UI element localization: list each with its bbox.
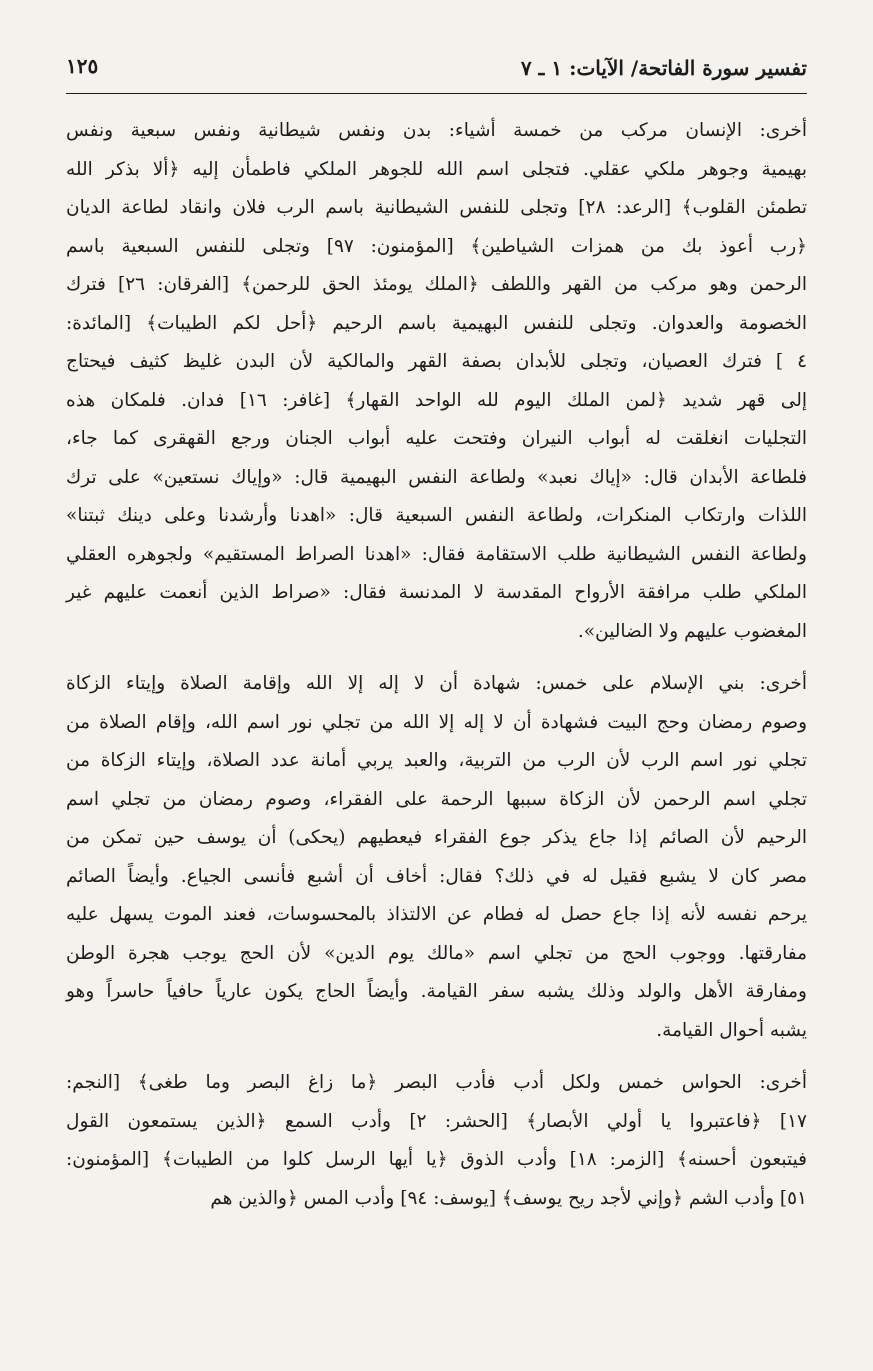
paragraph bbox=[66, 1064, 807, 1218]
text-line: أخرى: بني الإسلام على خمس: شهادة أن لا إله إلا الله وإقامة الصلاة وإيتاء الزكاة bbox=[66, 673, 807, 694]
text-line: الملكي طلب مرافقة الأرواح المقدسة لا المدنسة فقال: «صراط الذين أنعمت عليهم غير bbox=[66, 582, 807, 603]
text-line: إلى قهر شديد ﴿لمن الملك اليوم لله الواحد القهار﴾ [غافر: ١٦] فدان. فلمكان هذه bbox=[66, 389, 807, 411]
text-line: يرحم نفسه لأنه إذا جاع حصل له فطام عن الالتذاذ بالمحسوسات، فعند الموت يسهل عليه bbox=[66, 904, 807, 925]
text-line: الرحمن وهو مركب من القهر واللطف ﴿الملك يومئذ الحق للرحمن﴾ [الفرقان: ٢٦] فترك bbox=[66, 274, 807, 295]
text-line: يشبه أحوال القيامة. bbox=[656, 1019, 807, 1041]
text-line: ٥١] وأدب الشم ﴿وإني لأجد ريح يوسف﴾ [يوسف: ٩٤] وأدب المس ﴿والذين هم bbox=[210, 1187, 807, 1209]
text-line: مصر كان لا يشبع فقيل له في ذلك؟ فقال: أخاف أن أشبع فأنسى الجياع. وأيضاً الصائم bbox=[66, 865, 807, 887]
text-line: المغضوب عليهم ولا الضالين». bbox=[577, 620, 807, 642]
paragraph bbox=[66, 665, 807, 1050]
header-rule bbox=[66, 93, 807, 94]
paragraph bbox=[66, 112, 807, 651]
text-line: التجليات انغلقت له أبواب النيران وفتحت عليه أبواب الجنان ورجع القهقرى كما جاء، bbox=[66, 428, 807, 449]
text-line: أخرى: الإنسان مركب من خمسة أشياء: بدن ونفس شيطانية ونفس سبعية ونفس bbox=[66, 120, 807, 141]
text-line: الخصومة والعدوان. وتجلى للنفس البهيمية باسم الرحيم ﴿أحل لكم الطيبات﴾ [المائدة: bbox=[66, 312, 807, 334]
text-line: وصوم رمضان وحج البيت فشهادة أن لا إله إلا الله من تجلي نور اسم الله، وإقام الصلاة من bbox=[66, 711, 807, 733]
text-line: ٤ ] فترك العصيان، وتجلى للأبدان بصفة القهر والمالكية لأن البدن غليظ كثيف فيحتاج bbox=[66, 351, 807, 372]
running-header bbox=[66, 50, 807, 90]
text-line: الرحيم لأن الصائم إذا جاع يذكر جوع الفقراء فيعطيهم (يحكى) أن يوسف حين تمكن من bbox=[66, 827, 807, 848]
text-line: فلطاعة الأبدان قال: «إياك نعبد» ولطاعة النفس البهيمية قال: «وإياك نستعين» على ترك bbox=[66, 466, 807, 488]
text-line: ومفارقة الأهل والولد وذلك يشبه سفر القيامة. وأيضاً الحاج يكون عارياً حافياً حاسراً وهو bbox=[66, 981, 807, 1002]
page-body bbox=[66, 112, 807, 1218]
text-line: ولطاعة النفس الشيطانية طلب الاستقامة فقال: «اهدنا الصراط المستقيم» ولجوهره العقلي bbox=[66, 543, 807, 565]
text-line: ﴿رب أعوذ بك من همزات الشياطين﴾ [المؤمنون: ٩٧] وتجلى للنفس السبعية باسم bbox=[66, 235, 808, 257]
running-title: تفسير سورة الفاتحة/ الآيات: ١ ـ ٧ bbox=[520, 56, 807, 80]
text-line: مفارقتها. ووجوب الحج من تجلي اسم «مالك يوم الدين» لأن الحج يوجب هجرة الوطن bbox=[66, 942, 807, 964]
text-line: تجلي نور اسم الرب لأن الرب من التربية، والعبد يربي أمانة عدد الصلاة، وإيتاء الزكاة من bbox=[66, 750, 807, 771]
text-line: بهيمية وجوهر ملكي عقلي. فتجلى اسم الله للجوهر الملكي فاطمأن إليه ﴿ألا بذكر الله bbox=[66, 158, 807, 180]
text-line: تجلي اسم الرحمن لأن الزكاة سببها الرحمة على الفقراء، وصوم رمضان من تجلي اسم bbox=[66, 788, 807, 810]
text-line: فيتبعون أحسنه﴾ [الزمر: ١٨] وأدب الذوق ﴿يا أيها الرسل كلوا من الطيبات﴾ [المؤمنون: bbox=[66, 1149, 807, 1170]
text-line: ١٧] ﴿فاعتبروا يا أولي الأبصار﴾ [الحشر: ٢] وأدب السمع ﴿الذين يستمعون القول bbox=[66, 1110, 807, 1132]
text-line: أخرى: الحواس خمس ولكل أدب فأدب البصر ﴿ما زاغ البصر وما طغى﴾ [النجم: bbox=[66, 1072, 807, 1093]
text-line: تطمئن القلوب﴾ [الرعد: ٢٨] وتجلى للنفس الشيطانية باسم الرب فلان وانقاد لطاعة الديان bbox=[66, 197, 807, 218]
text-line: اللذات وارتكاب المنكرات، ولطاعة النفس السبعية قال: «اهدنا وأرشدنا وعلى دينك ثبتنا» bbox=[66, 505, 807, 526]
page-number: ١٢٥ bbox=[66, 54, 99, 78]
